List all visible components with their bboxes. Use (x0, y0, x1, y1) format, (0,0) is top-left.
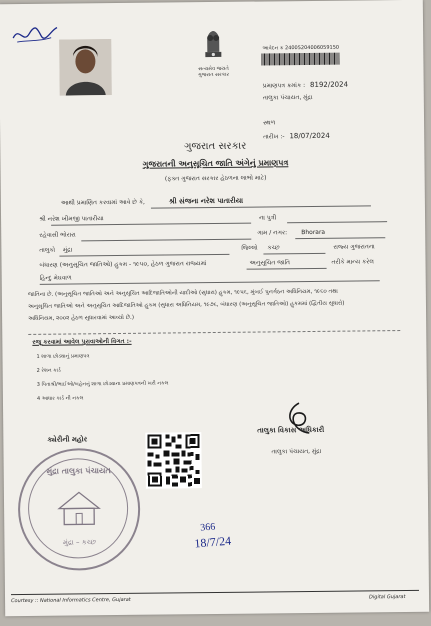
doc-item-1: 1 શાળા છોડ્યાનું પ્રમાણપત્ર (36, 353, 90, 360)
handwritten-note-2: 18/7/24 (193, 533, 232, 551)
doc-item-4: 4 આધાર કાર્ડ ની નકલ (36, 395, 84, 402)
residence: રહેવાસી ભોરારા (39, 231, 76, 239)
village-label: ગામ / નગર: (257, 229, 288, 237)
doc-item-2: 2 રેશન કાર્ડ (36, 367, 61, 374)
stamp-heading: ક્યેરીની મહોર (47, 435, 88, 444)
seal-ring-text: મુંદ્રા તાલુકા પંચાયત (46, 466, 111, 476)
person-name: શ્રી સંજના નરેશ પાતારીયા (168, 196, 244, 206)
application-number: આવેદન ક્ર 24005204006059150 (262, 44, 340, 52)
certificate-subtitle: (ફક્ત ગુજરાત સરકાર હેઠળના લાભો માટે) (164, 174, 267, 183)
footer-brand: Digital Gujarat (369, 594, 406, 601)
top-signature (11, 24, 59, 51)
caste-name: હિન્દુ મેઘવાળ (39, 274, 72, 282)
seal-bottom-text: મુંદ્રા – કચ્છ (62, 538, 96, 547)
father-name: શ્રી નરેશ ખીમજી પાતારીયા (39, 215, 104, 223)
govt-title: ગુજરાત સરકાર (184, 140, 247, 153)
emblem-caption-2: ગુજરાત સરકાર (197, 71, 230, 79)
officer-office: તાલુકા પંચાયત, મુંદ્રા (271, 447, 322, 456)
legal-para-3: અધિનિયમ, ૨૦૦૨ હેઠળ સુધારવામાં આવ્યો છે.) (28, 314, 135, 322)
footer-courtesy: Courtesy :: National Informatics Centre, Gujarat (11, 596, 131, 605)
taluka: તાલુકો મુંદ્રા (39, 246, 73, 254)
state-text: રાજ્ય ગુજરાતના (333, 243, 375, 251)
doc-item-3: 3 પિતાશ્રી/ભાઈઓ/બહેનનું શાળા છોડ્યાના પ્રમાણપત્રની ખરી નકલ (36, 380, 169, 388)
signature-scribble-icon (11, 24, 59, 47)
applicant-photo (59, 39, 112, 96)
place: સ્થળ (263, 119, 276, 127)
relation: ના પુત્રી (259, 214, 277, 222)
handwritten-note-1: 366 (199, 521, 216, 534)
verification-qr-code (145, 432, 202, 489)
legal-para-1: જાતિના છે. (અનુસૂચિત જાતિઓ અને અનુસૂચિત આદિજાતિઓની યાદીઓ (સુધારા) હુકમ, ૧૯૫૬, મુંબઈ પુનર્ગઠન અધિનિયમ, ૧૯૬૦ તથા (27, 288, 338, 298)
caste-category: અનુસૂચિત જાતિ (249, 259, 291, 267)
district: જિલ્લો કચ્છ (241, 244, 280, 252)
office-seal (17, 448, 140, 571)
lion-capital-icon (201, 28, 225, 62)
law-text: બંધારણ (અનુસૂચિત જાતિઓ) હુકમ - ૧૯૫૦, હેઠળ ગુજરાત રાજ્યમાં (39, 260, 207, 269)
issuing-office: તાલુકા પંચાયત, મુંદ્રા (262, 93, 313, 102)
barcode (261, 53, 339, 66)
village-value: Bhorara (301, 228, 326, 237)
certificate-title: ગુજરાતની અનુસૂચિત જાતિ અંગેનું પ્રમાણપત્ર (142, 158, 289, 169)
caste-suffix: તરીકે માન્ય કરેલ (331, 258, 374, 266)
issue-date: તારીખ :- 18/07/2024 (263, 131, 330, 141)
certificate-number: પ્રમાણપત્ર ક્રમાંક : 8192/2024 (262, 80, 349, 90)
emblem-caption-1: સત્યમેવ જયતે (198, 65, 229, 73)
officer-title: તાલુકા વિકાસ અધિકારી (257, 425, 325, 435)
legal-para-2: અનુસૂચિત જાતિઓ અને અનુસૂચિત આદિજાતિઓ હુકમ (સુધારા અધિનિયમ, ૧૯૭૬, બંધારણ (અનુસૂચિત જાતિઓ) હુકમમાં (દ્વિતીય સુધારો) (27, 300, 345, 310)
seal-building-icon (56, 488, 102, 528)
state-emblem (193, 28, 234, 78)
certify-text: આથી પ્રમાણિત કરવામાં આવે છે કે, (60, 198, 145, 207)
docs-heading: રજૂ કરવામાં આવેલ પુરાવાઓની વિગત :- (32, 337, 132, 346)
